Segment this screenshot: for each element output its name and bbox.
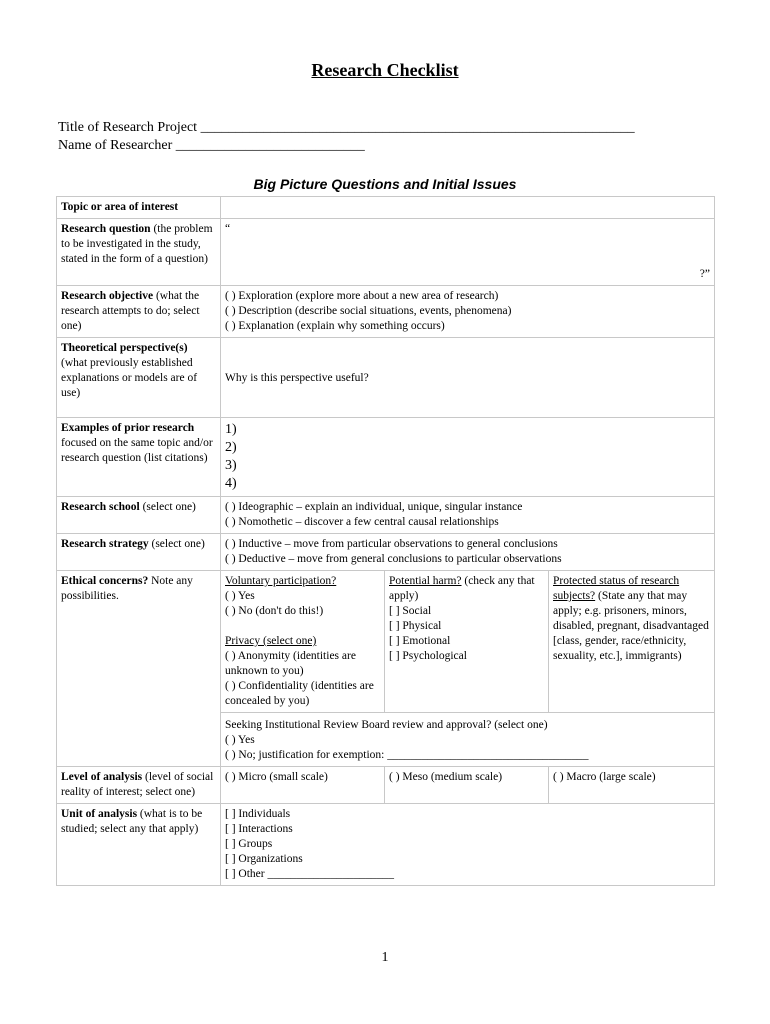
harm-option-physical[interactable]: [ ] Physical [389,620,442,632]
unit-label-desc: (what is to be studied; select any that apply) [61,808,203,835]
theory-label-bold: Theoretical perspective(s) [61,342,188,354]
strategy-options-cell [221,534,715,571]
objective-label-cell [57,286,221,338]
protected-desc: (State any that may apply; e.g. prisoners, minors, disabled, pregnant, disadvantaged [class, gender, race/ethnicity, sexuality, etc.], immigrants) [553,590,709,662]
unit-option-individuals[interactable]: [ ] Individuals [225,808,291,820]
prior-label-cell [57,418,221,497]
research-checklist-table [56,196,715,886]
ethics-label-desc: Note any possibilities. [61,575,193,602]
level-label-bold: Level of analysis [61,771,143,783]
citation-item: 4) [225,476,237,491]
table-row-theory [57,338,715,418]
theory-label-desc: (what previously established explanations or models are of use) [61,357,198,399]
table-row-level [57,767,715,804]
researcher-name-line: Name of Researcher ___________________________ [58,138,365,153]
table-row-ethics [57,571,715,713]
project-title-line: Title of Research Project ______________________________________________________________ [58,120,635,135]
voluntary-option-no[interactable]: ( ) No (don't do this!) [225,605,324,617]
harm-heading: Potential harm? [389,575,462,587]
strategy-option-inductive[interactable]: ( ) Inductive – move from particular observations to general conclusions [225,538,558,550]
strategy-option-deductive[interactable]: ( ) Deductive – move from general conclusions to particular observations [225,553,562,565]
unit-option-interactions[interactable]: [ ] Interactions [225,823,293,835]
privacy-heading: Privacy (select one) [225,635,317,647]
strategy-label-bold: Research strategy [61,538,149,550]
privacy-option-anonymity[interactable]: ( ) Anonymity (identities are unknown to you) [225,650,356,677]
unit-label-cell [57,804,221,886]
school-label-desc: (select one) [139,501,196,513]
school-option-nomothetic[interactable]: ( ) Nomothetic – discover a few central causal relationships [225,516,499,528]
theory-label-cell [57,338,221,418]
table-row-strategy [57,534,715,571]
objective-option-explanation[interactable]: ( ) Explanation (explain why something occurs) [225,320,445,332]
objective-label-bold: Research objective [61,290,154,302]
topic-answer-cell[interactable] [221,197,715,219]
topic-label: Topic or area of interest [61,201,179,213]
harm-option-social[interactable]: [ ] Social [389,605,432,617]
school-options-cell [221,497,715,534]
citation-item: 3) [225,458,237,473]
unit-option-other[interactable]: [ ] Other ______________________ [225,868,394,880]
level-option-meso[interactable]: ( ) Meso (medium scale) [385,767,549,804]
prior-label-desc: focused on the same topic and/or research question (list citations) [61,437,213,464]
irb-prompt: Seeking Institutional Review Board review and approval? (select one) [225,719,548,731]
strategy-label-cell [57,534,221,571]
objective-option-exploration[interactable]: ( ) Exploration (explore more about a new area of research) [225,290,499,302]
harm-cell [385,571,549,713]
level-option-macro[interactable]: ( ) Macro (large scale) [549,767,715,804]
harm-option-emotional[interactable]: [ ] Emotional [389,635,451,647]
table-row-question [57,219,715,286]
theory-answer-cell[interactable] [221,338,715,418]
voluntary-privacy-cell [221,571,385,713]
prior-label-bold: Examples of prior research [61,422,195,434]
page-number: 1 [381,950,389,965]
ethics-label-bold: Ethical concerns? [61,575,149,587]
unit-option-organizations[interactable]: [ ] Organizations [225,853,303,865]
unit-option-groups[interactable]: [ ] Groups [225,838,273,850]
question-close-mark: ?” [699,268,710,280]
document-title: Research Checklist [311,60,459,80]
question-answer-cell[interactable] [221,219,715,286]
topic-label-cell [57,197,221,219]
harm-desc: (check any that apply) [389,575,535,602]
question-label-desc: (the problem to be investigated in the study, stated in the form of a question) [61,223,213,265]
section-heading: Big Picture Questions and Initial Issues [253,176,517,192]
voluntary-heading: Voluntary participation? [225,575,337,587]
irb-cell [221,713,715,767]
unit-options-cell [221,804,715,886]
objective-label-desc: (what the research attempts to do; select one) [61,290,200,332]
voluntary-option-yes[interactable]: ( ) Yes [225,590,255,602]
question-label-bold: Research question [61,223,151,235]
unit-label-bold: Unit of analysis [61,808,138,820]
table-row-unit [57,804,715,886]
privacy-option-confidentiality[interactable]: ( ) Confidentiality (identities are concealed by you) [225,680,374,707]
level-label-desc: (level of social reality of interest; select one) [61,771,214,798]
table-row-prior-research [57,418,715,497]
prior-citations-cell[interactable] [221,418,715,497]
school-option-ideographic[interactable]: ( ) Ideographic – explain an individual, unique, singular instance [225,501,523,513]
school-label-bold: Research school [61,501,140,513]
protected-heading: Protected status of research subjects? [553,575,680,602]
theory-usefulness-prompt: Why is this perspective useful? [225,372,369,384]
irb-option-no[interactable]: ( ) No; justification for exemption: ___________________________________ [225,749,589,761]
strategy-label-desc: (select one) [148,538,205,550]
table-row-objective [57,286,715,338]
objective-options-cell [221,286,715,338]
citation-item: 2) [225,440,237,455]
objective-option-description[interactable]: ( ) Description (describe social situations, events, phenomena) [225,305,512,317]
irb-option-yes[interactable]: ( ) Yes [225,734,255,746]
protected-status-cell[interactable] [549,571,715,713]
question-label-cell [57,219,221,286]
table-row-topic [57,197,715,219]
level-option-micro[interactable]: ( ) Micro (small scale) [221,767,385,804]
question-open-quote: “ [225,223,231,235]
level-label-cell [57,767,221,804]
citation-item: 1) [225,422,237,437]
table-row-school [57,497,715,534]
harm-option-psychological[interactable]: [ ] Psychological [389,650,467,662]
ethics-label-cell [57,571,221,767]
school-label-cell [57,497,221,534]
